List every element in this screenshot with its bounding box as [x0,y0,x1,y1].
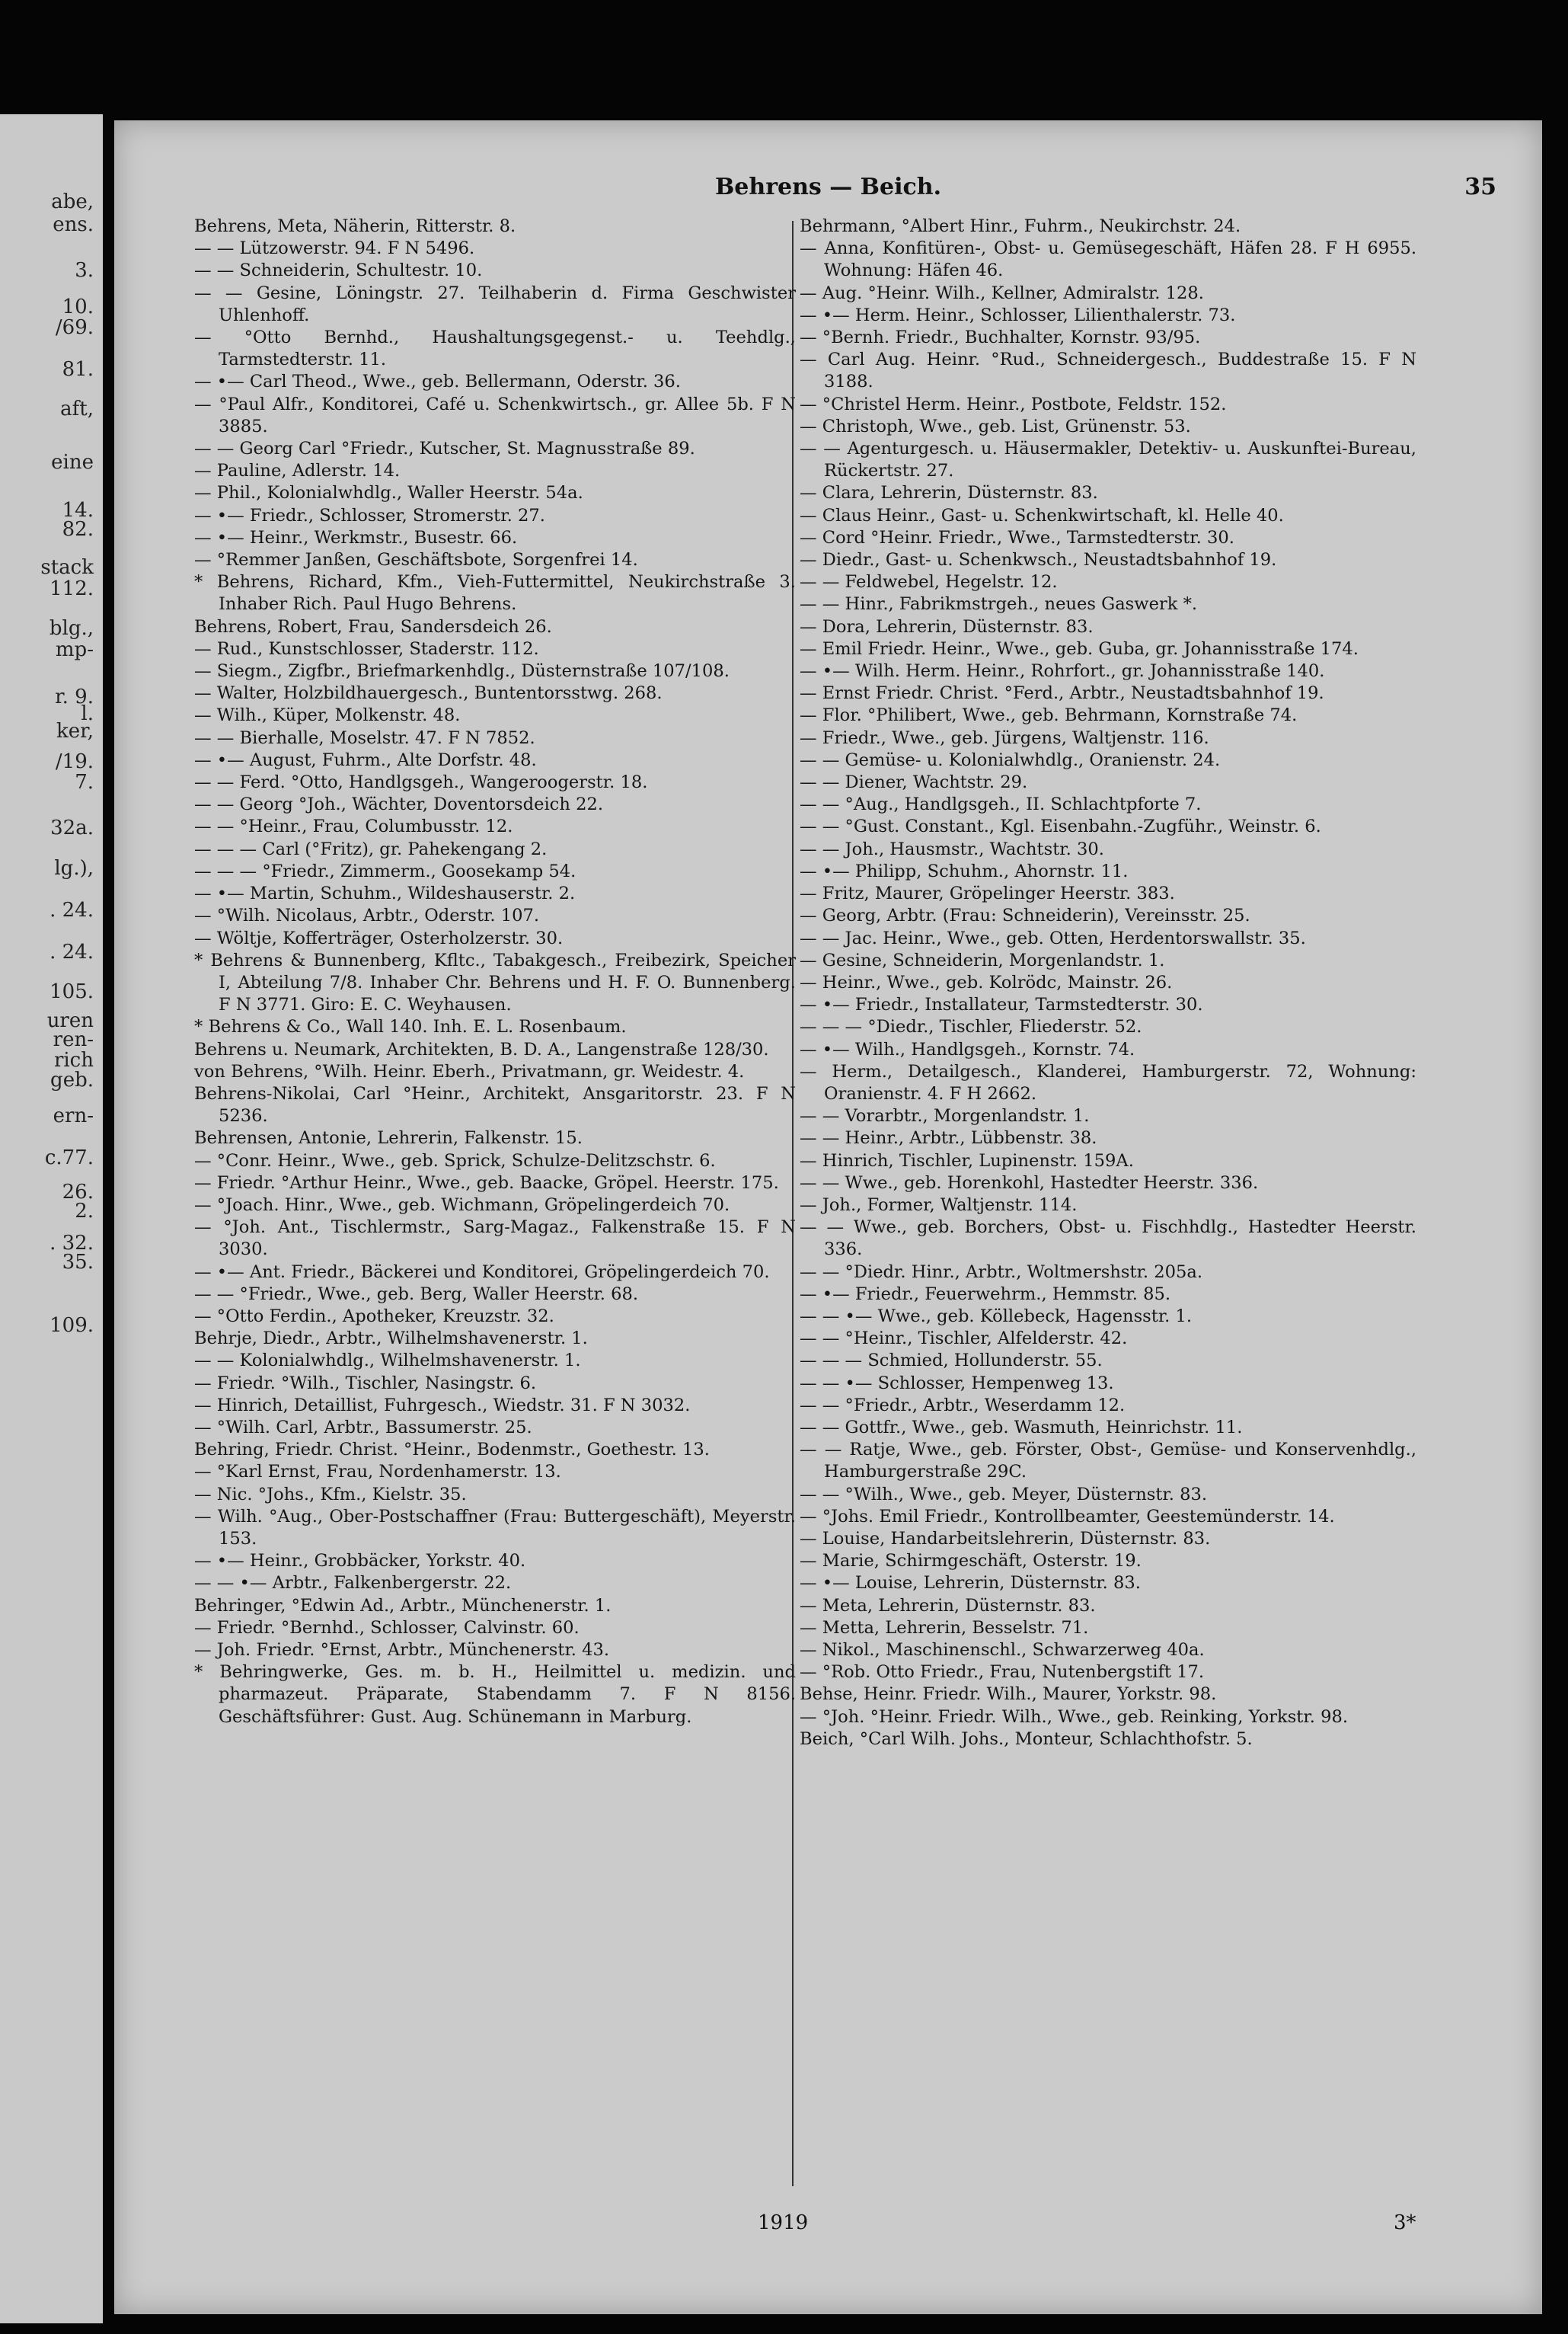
directory-entry: Behrens, Robert, Frau, Sandersdeich 26. [194,616,552,637]
directory-entry: — Christoph, Wwe., geb. List, Grünenstr. 53. [800,416,1191,436]
directory-entry: — °Wilh. Nicolaus, Arbtr., Oderstr. 107. [194,906,540,926]
directory-entry: — Wilh. °Aug., Ober-Postschaffner (Frau: Buttergeschäft), Meyerstr. 153. [194,1506,796,1549]
directory-entry: — — Georg Carl °Friedr., Kutscher, St. Magnusstraße 89. [194,439,695,459]
directory-entry: — — Gemüse- u. Kolonialwhdlg., Oranienstr. 24. [800,750,1221,770]
directory-entry: — Rud., Kunstschlosser, Staderstr. 112. [194,638,539,659]
left-page-fragment: 26. [62,1181,94,1204]
directory-entry: Beich, °Carl Wilh. Johs., Monteur, Schlachthofstr. 5. [800,1728,1253,1749]
directory-entry: — — °Diedr. Hinr., Arbtr., Woltmershstr. 205a. [800,1261,1203,1282]
directory-entry: — Clara, Lehrerin, Düsternstr. 83. [800,483,1098,504]
directory-entry: Behrens-Nikolai, Carl °Heinr., Architekt, Ansgaritorstr. 23. F N 5236. [194,1083,796,1127]
left-page-fragment: uren [46,1009,94,1032]
directory-entry: — •— Herm. Heinr., Schlosser, Lilienthalerstr. 73. [800,305,1236,325]
directory-entry: — — °Heinr., Tischler, Alfelderstr. 42. [800,1328,1128,1349]
directory-entry: — °Joh. °Heinr. Friedr. Wilh., Wwe., geb. Reinking, Yorkstr. 98. [800,1706,1348,1727]
directory-entry: — — Gottfr., Wwe., geb. Wasmuth, Heinrichstr. 11. [800,1417,1243,1437]
footer-signature: 3* [1394,2211,1416,2234]
left-page-fragment: /19. [55,750,94,773]
directory-entry: — — Bierhalle, Moselstr. 47. F N 7852. [194,727,535,748]
left-page-fragment: eine [51,451,94,474]
left-page-fragment: geb. [50,1069,94,1092]
left-page-fragment: 109. [49,1314,94,1337]
directory-entry: — Aug. °Heinr. Wilh., Kellner, Admiralstr. 128. [800,283,1204,303]
directory-entry: — Heinr., Wwe., geb. Kolrödc, Mainstr. 26. [800,972,1173,993]
directory-entry: * Behrens, Richard, Kfm., Vieh-Futtermittel, Neukirchstraße 3. Inhaber Rich. Paul Hugo Behrens. [194,572,796,615]
directory-entry: — •— Louise, Lehrerin, Düsternstr. 83. [800,1573,1141,1594]
directory-entry: — — Hinr., Fabrikmstrgeh., neues Gaswerk *. [800,594,1198,615]
directory-entry: — — •— Wwe., geb. Köllebeck, Hagensstr. 1. [800,1306,1193,1326]
directory-entry: — Walter, Holzbildhauergesch., Buntentorsstwg. 268. [194,683,663,704]
directory-entry: von Behrens, °Wilh. Heinr. Eberh., Privatmann, gr. Weidestr. 4. [194,1061,745,1082]
left-page-fragment: 112. [49,577,94,600]
directory-entry: — Phil., Kolonialwhdlg., Waller Heerstr. 54a. [194,483,583,504]
directory-entry: Behse, Heinr. Friedr. Wilh., Maurer, Yorkstr. 98. [800,1684,1217,1705]
directory-entry: Behrmann, °Albert Hinr., Fuhrm., Neukirchstr. 24. [800,216,1241,236]
directory-entry: Behrens u. Neumark, Architekten, B. D. A., Langenstraße 128/30. [194,1039,769,1060]
directory-entry: — — Feldwebel, Hegelstr. 12. [800,572,1058,593]
left-page-fragment: aft, [60,398,94,420]
directory-entry: — Friedr. °Wilh., Tischler, Nasingstr. 6. [194,1373,537,1393]
directory-entry: — — Ratje, Wwe., geb. Förster, Obst-, Gemüse- und Konservenhdlg., Hamburgerstraße 29C. [800,1440,1416,1482]
directory-entry: — Nikol., Maschinenschl., Schwarzerweg 40a. [800,1640,1205,1660]
left-page-fragment: l. [81,702,94,725]
directory-entry: — — °Heinr., Frau, Columbusstr. 12. [194,817,513,837]
directory-page [114,120,1542,2314]
adjacent-left-page [0,114,103,2323]
left-page-fragment: r. 9. [55,686,94,708]
directory-entry: — Friedr. °Bernhd., Schlosser, Calvinstr. 60. [194,1617,580,1638]
directory-entry: Behrje, Diedr., Arbtr., Wilhelmshavenerstr. 1. [194,1328,588,1349]
directory-entry: — °Joh. Ant., Tischlermstr., Sarg-Magaz., Falkenstraße 15. F N 3030. [194,1217,796,1260]
directory-entry: Behring, Friedr. Christ. °Heinr., Bodenmstr., Goethestr. 13. [194,1440,710,1460]
directory-entry: — — Diener, Wachtstr. 29. [800,772,1028,793]
directory-entry: * Behringwerke, Ges. m. b. H., Heilmittel u. medizin. und pharmazeut. Präparate, Stabendamm 7. F N 8156. Geschäftsführer: Gust. Aug. Schünemann in Marburg. [194,1662,796,1727]
directory-entry: — °Johs. Emil Friedr., Kontrollbeamter, Geestemünderstr. 14. [800,1506,1335,1527]
directory-entry: — Hinrich, Detaillist, Fuhrgesch., Wiedstr. 31. F N 3032. [194,1395,691,1415]
directory-entry: — — — Carl (°Fritz), gr. Pahekengang 2. [194,839,548,859]
left-page-fragment: abe, [51,190,94,213]
left-page-fragment: /69. [55,316,94,339]
left-page-fragment: ker, [56,720,94,743]
directory-entry: — Metta, Lehrerin, Besselstr. 71. [800,1617,1089,1638]
directory-entry: — •— Heinr., Grobbäcker, Yorkstr. 40. [194,1551,526,1571]
left-column [194,216,796,1728]
directory-entry: — Gesine, Schneiderin, Morgenlandstr. 1. [800,950,1165,970]
directory-entry: — •— August, Fuhrm., Alte Dorfstr. 48. [194,750,537,770]
directory-entry: — — Wwe., geb. Borchers, Obst- u. Fischhdlg., Hastedter Heerstr. 336. [800,1217,1416,1260]
left-page-fragment: . 32. [49,1232,94,1255]
directory-entry: — Friedr., Wwe., geb. Jürgens, Waltjenstr. 116. [800,727,1209,748]
left-page-fragment: 35. [62,1251,94,1274]
directory-entry: — °Rob. Otto Friedr., Frau, Nutenbergstift 17. [800,1662,1205,1683]
directory-entry: — Carl Aug. Heinr. °Rud., Schneidergesch., Buddestraße 15. F N 3188. [800,350,1416,392]
directory-entry: — — — °Diedr., Tischler, Fliederstr. 52. [800,1017,1142,1038]
directory-entry: — °Wilh. Carl, Arbtr., Bassumerstr. 25. [194,1417,532,1437]
directory-entry: — Flor. °Philibert, Wwe., geb. Behrmann, Kornstraße 74. [800,705,1298,726]
directory-entry: — •— Martin, Schuhm., Wildeshauserstr. 2. [194,884,576,904]
directory-entry: — Wöltje, Kofferträger, Osterholzerstr. 30. [194,928,564,948]
directory-entry: Behrens, Meta, Näherin, Ritterstr. 8. [194,216,516,236]
directory-entry: — Joh. Friedr. °Ernst, Arbtr., Münchenerstr. 43. [194,1640,610,1660]
directory-entry: — Friedr. °Arthur Heinr., Wwe., geb. Baacke, Gröpel. Heerstr. 175. [194,1172,779,1193]
directory-entry: Behringer, °Edwin Ad., Arbtr., Münchenerstr. 1. [194,1595,612,1616]
directory-entry: — — Georg °Joh., Wächter, Doventorsdeich 22. [194,795,603,815]
directory-entry: — Marie, Schirmgeschäft, Osterstr. 19. [800,1551,1142,1571]
directory-entry: — •— Heinr., Werkmstr., Busestr. 66. [194,527,518,548]
directory-entry: — — Gesine, Löningstr. 27. Teilhaberin d. Firma Geschwister Uhlenhoff. [194,283,796,325]
directory-entry: — Nic. °Johs., Kfm., Kielstr. 35. [194,1484,467,1504]
directory-entry: — Pauline, Adlerstr. 14. [194,461,401,481]
left-page-fragment: 2. [75,1200,94,1223]
left-page-fragment: 7. [75,771,94,794]
directory-entry: — °Joach. Hinr., Wwe., geb. Wichmann, Gröpelingerdeich 70. [194,1194,730,1215]
page-header: Behrens — Beich. [714,174,942,200]
directory-entry: — Herm., Detailgesch., Klanderei, Hamburgerstr. 72, Wohnung: Oranienstr. 4. F H 2662. [800,1061,1416,1104]
directory-entry: — — °Aug., Handlgsgeh., II. Schlachtpforte 7. [800,795,1202,815]
directory-entry: — — Jac. Heinr., Wwe., geb. Otten, Herdentorswallstr. 35. [800,928,1306,948]
left-page-fragment: 14. [62,499,94,522]
directory-entry: — — Schneiderin, Schultestr. 10. [194,261,483,281]
directory-entry: — — °Friedr., Wwe., geb. Berg, Waller Heerstr. 68. [194,1284,639,1304]
directory-entry: — Hinrich, Tischler, Lupinenstr. 159A. [800,1150,1134,1171]
directory-entry: — •— Philipp, Schuhm., Ahornstr. 11. [800,861,1129,881]
directory-entry: — — Vorarbtr., Morgenlandstr. 1. [800,1106,1090,1127]
directory-entry: — •— Friedr., Schlosser, Stromerstr. 27. [194,505,545,526]
left-page-fragment: ren- [53,1028,94,1051]
directory-entry: — •— Wilh. Herm. Heinr., Rohrfort., gr. Johannisstraße 140. [800,661,1325,682]
left-page-fragment: c.77. [44,1146,94,1169]
directory-entry: * Behrens & Bunnenberg, Kfltc., Tabakgesch., Freibezirk, Speicher I, Abteilung 7/8. Inhaber Chr. Behrens und H. F. O. Bunnenberg. F N 3771. Giro: E. C. Weyhausen. [194,950,796,1015]
directory-entry: — Louise, Handarbeitslehrerin, Düsternstr. 83. [800,1528,1211,1549]
directory-entry: — Siegm., Zigfbr., Briefmarkenhdlg., Düsternstraße 107/108. [194,661,730,682]
directory-entry: — °Conr. Heinr., Wwe., geb. Sprick, Schulze-Delitzschstr. 6. [194,1150,716,1171]
directory-entry: — •— Friedr., Feuerwehrm., Hemmstr. 85. [800,1284,1171,1304]
directory-entry: — Anna, Konfitüren-, Obst- u. Gemüsegeschäft, Häfen 28. F H 6955. Wohnung: Häfen 46. [800,238,1416,281]
directory-entry: — — Agenturgesch. u. Häusermakler, Detektiv- u. Auskunftei-Bureau, Rückertstr. 27. [800,439,1416,481]
directory-entry: — — •— Schlosser, Hempenweg 13. [800,1373,1114,1393]
directory-entry: — °Otto Bernhd., Haushaltungsgegenst.- u. Teehdlg., Tarmstedterstr. 11. [194,328,796,370]
directory-entry: — Joh., Former, Waltjenstr. 114. [800,1194,1078,1215]
directory-entry: — °Paul Alfr., Konditorei, Café u. Schenkwirtsch., gr. Allee 5b. F N 3885. [194,394,796,436]
directory-entry: Behrensen, Antonie, Lehrerin, Falkenstr. 15. [194,1128,583,1149]
directory-entry: — — Wwe., geb. Horenkohl, Hastedter Heerstr. 336. [800,1172,1259,1193]
left-page-fragment: stack [40,556,94,579]
directory-entry: — Cord °Heinr. Friedr., Wwe., Tarmstedterstr. 30. [800,527,1234,548]
left-page-fragment: blg., [49,617,94,640]
left-page-fragment: 3. [75,259,94,282]
left-page-fragment: ern- [53,1105,94,1127]
directory-entry: — Ernst Friedr. Christ. °Ferd., Arbtr., Neustadtsbahnhof 19. [800,683,1324,704]
directory-entry: — — — Schmied, Hollunderstr. 55. [800,1351,1103,1371]
left-page-fragment: . 24. [49,941,94,964]
directory-entry: — °Karl Ernst, Frau, Nordenhamerstr. 13. [194,1462,561,1482]
directory-entry: — — Joh., Hausmstr., Wachtstr. 30. [800,839,1104,859]
directory-entry: — Georg, Arbtr. (Frau: Schneiderin), Vereinsstr. 25. [800,906,1250,926]
directory-entry: — °Otto Ferdin., Apotheker, Kreuzstr. 32. [194,1306,554,1326]
directory-entry: — — Kolonialwhdlg., Wilhelmshavenerstr. 1. [194,1351,581,1371]
left-page-fragment: ens. [53,213,94,236]
directory-entry: — Meta, Lehrerin, Düsternstr. 83. [800,1595,1096,1616]
left-page-fragment: 81. [62,358,94,381]
directory-entry: — — •— Arbtr., Falkenbergerstr. 22. [194,1573,512,1594]
directory-entry: — — °Friedr., Arbtr., Weserdamm 12. [800,1395,1126,1415]
left-page-fragment: 82. [62,518,94,541]
left-page-fragment: mp- [55,638,94,661]
directory-entry: — — Heinr., Arbtr., Lübbenstr. 38. [800,1128,1097,1149]
directory-entry: — Fritz, Maurer, Gröpelinger Heerstr. 383. [800,884,1175,904]
directory-entry: — — Ferd. °Otto, Handlgsgeh., Wangeroogerstr. 18. [194,772,648,793]
directory-entry: — — Lützowerstr. 94. F N 5496. [194,238,475,259]
directory-entry: — — — °Friedr., Zimmerm., Goosekamp 54. [194,861,576,881]
directory-entry: — Diedr., Gast- u. Schenkwsch., Neustadtsbahnhof 19. [800,550,1277,571]
left-page-fragment: . 24. [49,899,94,922]
directory-entry: — Claus Heinr., Gast- u. Schenkwirtschaft, kl. Helle 40. [800,505,1284,526]
right-column [800,216,1416,1750]
directory-entry: — — °Wilh., Wwe., geb. Meyer, Düsternstr. 83. [800,1484,1208,1504]
directory-entry: — •— Ant. Friedr., Bäckerei und Konditorei, Gröpelingerdeich 70. [194,1261,770,1282]
left-page-fragment: rich [53,1049,94,1072]
directory-entry: * Behrens & Co., Wall 140. Inh. E. L. Rosenbaum. [194,1017,627,1038]
left-page-fragment: 10. [62,296,94,318]
left-page-fragment: 105. [49,980,94,1003]
page-number: 35 [1464,174,1496,200]
directory-entry: — •— Friedr., Installateur, Tarmstedterstr. 30. [800,995,1203,1015]
directory-entry: — — °Gust. Constant., Kgl. Eisenbahn.-Zugführ., Weinstr. 6. [800,817,1321,837]
footer-year: 1919 [758,2211,809,2234]
left-page-fragment: lg.), [54,857,94,880]
directory-entry: — Wilh., Küper, Molkenstr. 48. [194,705,461,726]
directory-entry: — °Remmer Janßen, Geschäftsbote, Sorgenfrei 14. [194,550,638,571]
directory-entry: — °Bernh. Friedr., Buchhalter, Kornstr. 93/95. [800,328,1201,348]
directory-entry: — Dora, Lehrerin, Düsternstr. 83. [800,616,1094,637]
directory-entry: — Emil Friedr. Heinr., Wwe., geb. Guba, gr. Johannisstraße 174. [800,638,1359,659]
directory-entry: — •— Wilh., Handlgsgeh., Kornstr. 74. [800,1039,1135,1060]
directory-entry: — •— Carl Theod., Wwe., geb. Bellermann, Oderstr. 36. [194,372,681,392]
left-page-fragment: 32a. [50,817,94,839]
directory-entry: — °Christel Herm. Heinr., Postbote, Feldstr. 152. [800,394,1227,414]
